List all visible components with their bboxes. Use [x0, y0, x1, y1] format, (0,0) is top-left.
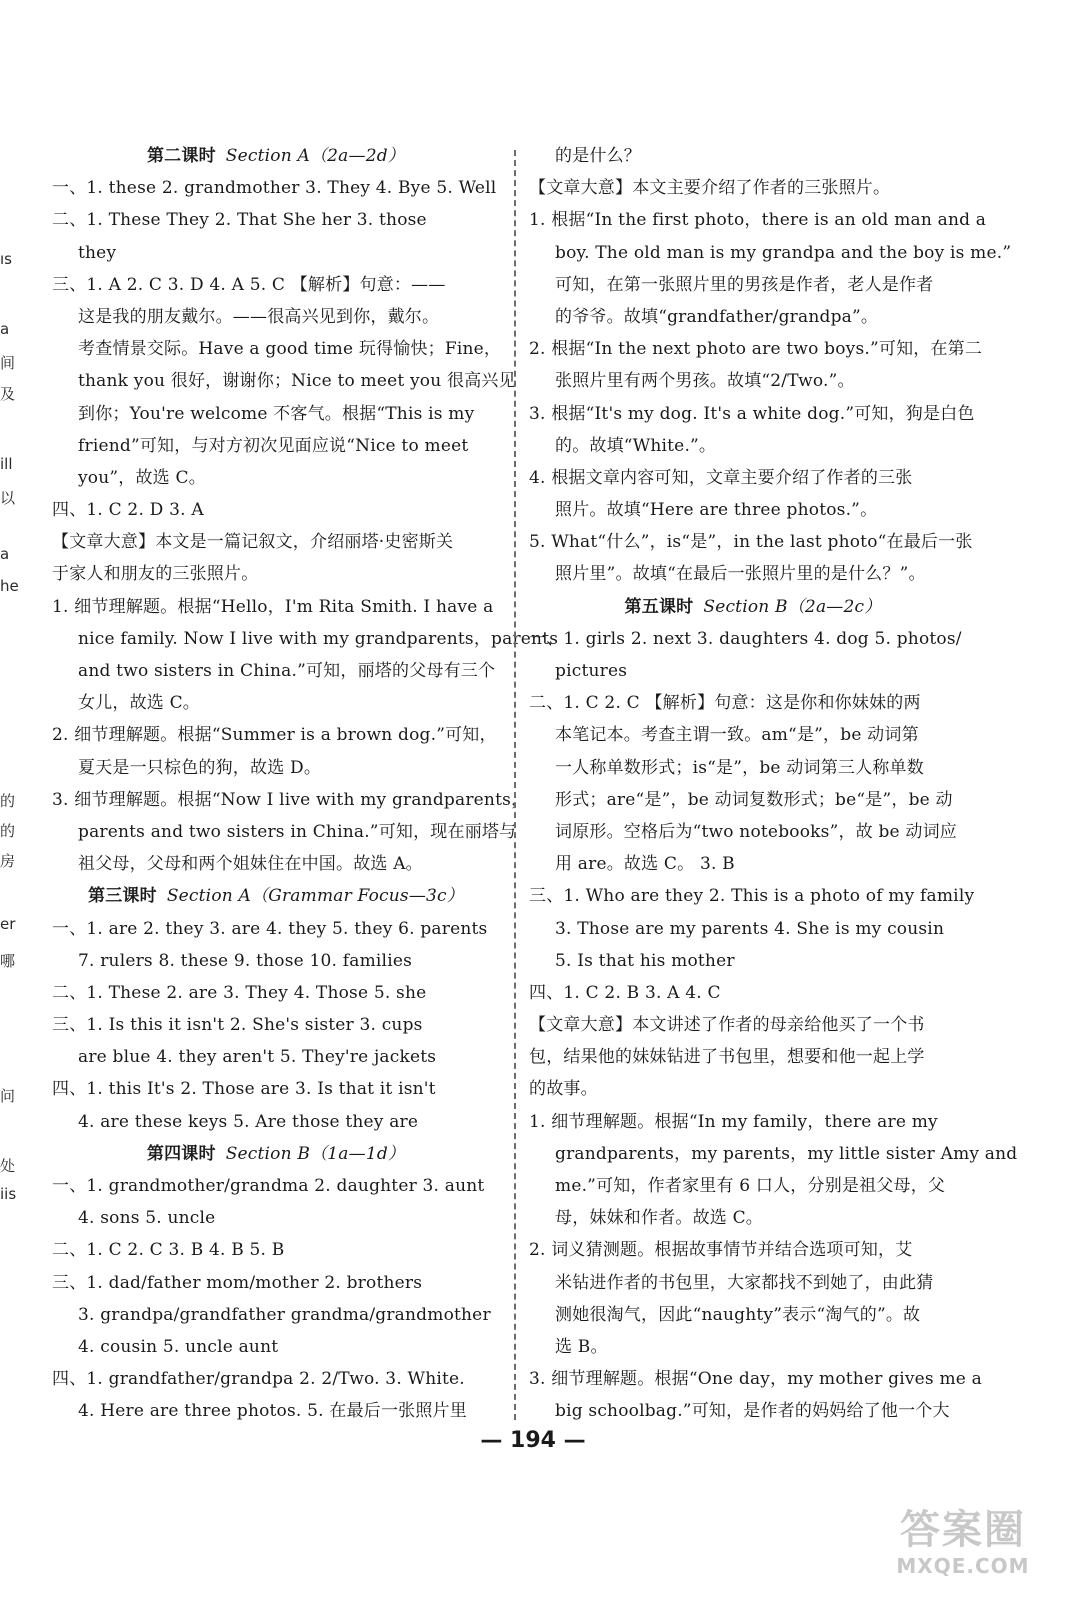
answer-line: 【文章大意】本文讲述了作者的母亲给他买了一个书 [529, 1015, 925, 1036]
answer-line: 测她很淘气，因此“naughty”表示“淘气的”。故 [555, 1304, 921, 1325]
margin-fragment: ıs [0, 250, 12, 268]
answer-line: 二、1. These They 2. That She her 3. those [52, 210, 427, 231]
watermark-logo [878, 1506, 1048, 1586]
answer-line: 4. cousin 5. uncle aunt [78, 1336, 279, 1357]
answer-line: 一、1. grandmother/grandma 2. daughter 3. aunt [52, 1176, 485, 1196]
answer-line: 照片。故填“Here are three photos.”。 [555, 500, 878, 521]
answer-line: 二、1. C 2. C 3. B 4. B 5. B [52, 1240, 285, 1261]
answer-line: 祖父母，父母和两个姐妹住在中国。故选 A。 [78, 854, 423, 875]
answer-line: 可知，在第一张照片里的男孩是作者，老人是作者 [555, 274, 934, 295]
answer-line: 一、1. are 2. they 3. are 4. they 5. they 6. parents [52, 918, 488, 939]
answer-line: 3. grandpa/grandfather grandma/grandmother [78, 1304, 491, 1325]
answer-line: 2. 词义猜测题。根据故事情节并结合选项可知，艾 [529, 1240, 913, 1261]
answer-line: are blue 4. they aren't 5. They're jackets [78, 1047, 437, 1068]
answer-line: 2. 根据“In the next photo are two boys.”可知，在第二 [529, 339, 983, 360]
answer-line: 夏天是一只棕色的狗，故选 D。 [78, 757, 322, 778]
answer-line: 三、1. Who are they 2. This is a photo of my family [529, 886, 975, 907]
margin-fragment: a [0, 320, 10, 338]
margin-fragment: iis [0, 1185, 17, 1203]
answer-line: 用 are。故选 C。 3. B [555, 854, 735, 875]
answer-line: parents and two sisters in China.”可知，现在丽塔与 [78, 821, 517, 842]
answer-line: 四、1. C 2. D 3. A [52, 500, 204, 521]
answer-line: 【文章大意】本文是一篇记叙文，介绍丽塔·史密斯关 [52, 532, 454, 553]
column-divider [514, 150, 516, 1420]
answer-line: they [78, 242, 117, 263]
answer-line: 考查情景交际。Have a good time 玩得愉快；Fine， [78, 339, 502, 360]
answer-line: 一、1. these 2. grandmother 3. They 4. Bye 5. Well [52, 178, 497, 199]
answer-line: 到你；You're welcome 不客气。根据“This is my [78, 403, 475, 424]
page-number: — 194 — [480, 1428, 586, 1453]
left-margin-fragments [0, 0, 22, 1600]
answer-line: 二、1. These 2. are 3. They 4. Those 5. she [52, 982, 427, 1003]
answer-line: 一人称单数形式；is“是”，be 动词第三人称单数 [555, 757, 924, 778]
left-column [52, 140, 559, 1428]
answer-line: 形式；are“是”，be 动词复数形式；be“是”，be 动 [555, 789, 953, 810]
lesson-heading [52, 140, 500, 172]
lesson-title: 第三课时 [88, 886, 157, 907]
margin-fragment: he [0, 577, 19, 595]
answer-line: 1. 根据“In the first photo，there is an old man and a [529, 210, 987, 231]
margin-fragment: 处 [0, 1157, 16, 1175]
answer-line: 4. 根据文章内容可知，文章主要介绍了作者的三张 [529, 467, 913, 488]
lesson-heading [529, 591, 977, 623]
answer-line: 3. Those are my parents 4. She is my cousin [555, 918, 945, 939]
lesson-heading [52, 880, 500, 912]
answer-line: 5. Is that his mother [555, 950, 735, 971]
answer-line: 4. Here are three photos. 5. 在最后一张照片里 [78, 1401, 467, 1422]
answer-line: 四、1. this It's 2. Those are 3. Is that it isn't [52, 1079, 436, 1100]
answer-line: 7. rulers 8. these 9. those 10. families [78, 950, 413, 971]
answer-line: 4. sons 5. uncle [78, 1208, 216, 1229]
answer-line: 母，妹妹和作者。故选 C。 [555, 1208, 764, 1229]
answer-line: me.”可知，作者家里有 6 口人，分别是祖父母，父 [555, 1176, 946, 1196]
answer-line: 四、1. C 2. B 3. A 4. C [529, 982, 721, 1003]
lesson-section: Section A（2a—2d） [225, 146, 406, 166]
margin-fragment: 问 [0, 1087, 16, 1105]
margin-fragment: 及 [0, 385, 16, 403]
answer-line: 张照片里有两个男孩。故填“2/Two.”。 [555, 371, 855, 392]
answer-line: 的爷爷。故填“grandfather/grandpa”。 [555, 306, 879, 327]
answer-line: you”，故选 C。 [78, 467, 206, 488]
answer-line: 2. 细节理解题。根据“Summer is a brown dog.”可知， [52, 725, 497, 746]
answer-line: 四、1. grandfather/grandpa 2. 2/Two. 3. White. [52, 1369, 465, 1390]
answer-line: 二、1. C 2. C 【解析】句意：这是你和你妹妹的两 [529, 693, 921, 714]
answer-line: 于家人和朋友的三张照片。 [52, 564, 259, 585]
answer-line: 3. 细节理解题。根据“One day，my mother gives me a [529, 1369, 982, 1390]
answer-line: pictures [555, 661, 628, 681]
answer-line: 照片里”。故填“在最后一张照片里的是什么？”。 [555, 564, 926, 585]
answer-line: grandparents，my parents，my little sister Amy and [555, 1143, 1018, 1164]
answer-line: 米钻进作者的书包里，大家都找不到她了，由此猜 [555, 1272, 934, 1293]
answer-line: 的故事。 [529, 1079, 598, 1100]
answer-line: big schoolbag.”可知，是作者的妈妈给了他一个大 [555, 1401, 950, 1422]
margin-fragment: er [0, 915, 16, 933]
lesson-title: 第五课时 [624, 596, 694, 617]
answer-line: 三、1. A 2. C 3. D 4. A 5. C 【解析】句意：—— [52, 274, 446, 295]
watermark-url: MXQE.COM [896, 1554, 1030, 1578]
answer-line: 选 B。 [555, 1336, 608, 1357]
margin-fragment: ill [0, 455, 13, 473]
lesson-section: Section B（2a—2c） [703, 596, 882, 617]
answer-line: and two sisters in China.”可知，丽塔的父母有三个 [78, 661, 496, 681]
answer-line: 三、1. dad/father mom/mother 2. brothers [52, 1272, 423, 1293]
answer-line: 这是我的朋友戴尔。——很高兴见到你，戴尔。 [78, 306, 440, 327]
right-column [529, 140, 1018, 1428]
lesson-heading [52, 1138, 500, 1170]
answer-line: 的。故填“White.”。 [555, 435, 717, 456]
margin-fragment: 间 [0, 354, 16, 372]
margin-fragment: 的 [0, 792, 16, 810]
answer-line: boy. The old man is my grandpa and the boy is me.” [555, 242, 1012, 263]
answer-line: 3. 根据“It's my dog. It's a white dog.”可知，狗是白色 [529, 403, 975, 424]
answer-line: 包，结果他的妹妹钻进了书包里，想要和他一起上学 [529, 1047, 925, 1068]
answer-line: 一、1. girls 2. next 3. daughters 4. dog 5. photos/ [529, 628, 962, 649]
answer-line: 三、1. Is this it isn't 2. She's sister 3. cups [52, 1015, 423, 1036]
margin-fragment: 哪 [0, 952, 16, 970]
lesson-title: 第二课时 [146, 146, 216, 166]
watermark-logo-text: 答案圈 [900, 1507, 1026, 1553]
answer-line: 4. are these keys 5. Are those they are [78, 1111, 419, 1132]
lesson-title: 第四课时 [146, 1143, 216, 1164]
answer-line: 女儿，故选 C。 [78, 693, 201, 714]
answer-line: nice family. Now I live with my grandparents，parents [78, 628, 559, 649]
margin-fragment: a [0, 545, 10, 563]
margin-fragment: 以 [0, 489, 16, 507]
answer-line: friend”可知，与对方初次见面应说“Nice to meet [78, 435, 469, 456]
answer-line: 的是什么？ [555, 146, 641, 166]
margin-fragment: 的 [0, 822, 16, 840]
answer-line: thank you 很好，谢谢你；Nice to meet you 很高兴见 [78, 371, 516, 392]
answer-line: 5. What“什么”，is“是”，in the last photo“在最后一张 [529, 532, 973, 553]
answer-line: 词原形。空格后为“two notebooks”，故 be 动词应 [555, 821, 958, 842]
answer-line: 本笔记本。考查主谓一致。am“是”，be 动词第 [555, 725, 919, 746]
answer-line: 【文章大意】本文主要介绍了作者的三张照片。 [529, 178, 891, 199]
lesson-section: Section B（1a—1d） [225, 1143, 406, 1164]
answer-line: 1. 细节理解题。根据“Hello，I'm Rita Smith. I have a [52, 596, 494, 617]
margin-fragment: 房 [0, 852, 16, 870]
answer-line: 3. 细节理解题。根据“Now I live with my grandparents， [52, 789, 529, 810]
answer-line: 1. 细节理解题。根据“In my family，there are my [529, 1111, 938, 1132]
lesson-section: Section A（Grammar Focus—3c） [166, 886, 464, 907]
